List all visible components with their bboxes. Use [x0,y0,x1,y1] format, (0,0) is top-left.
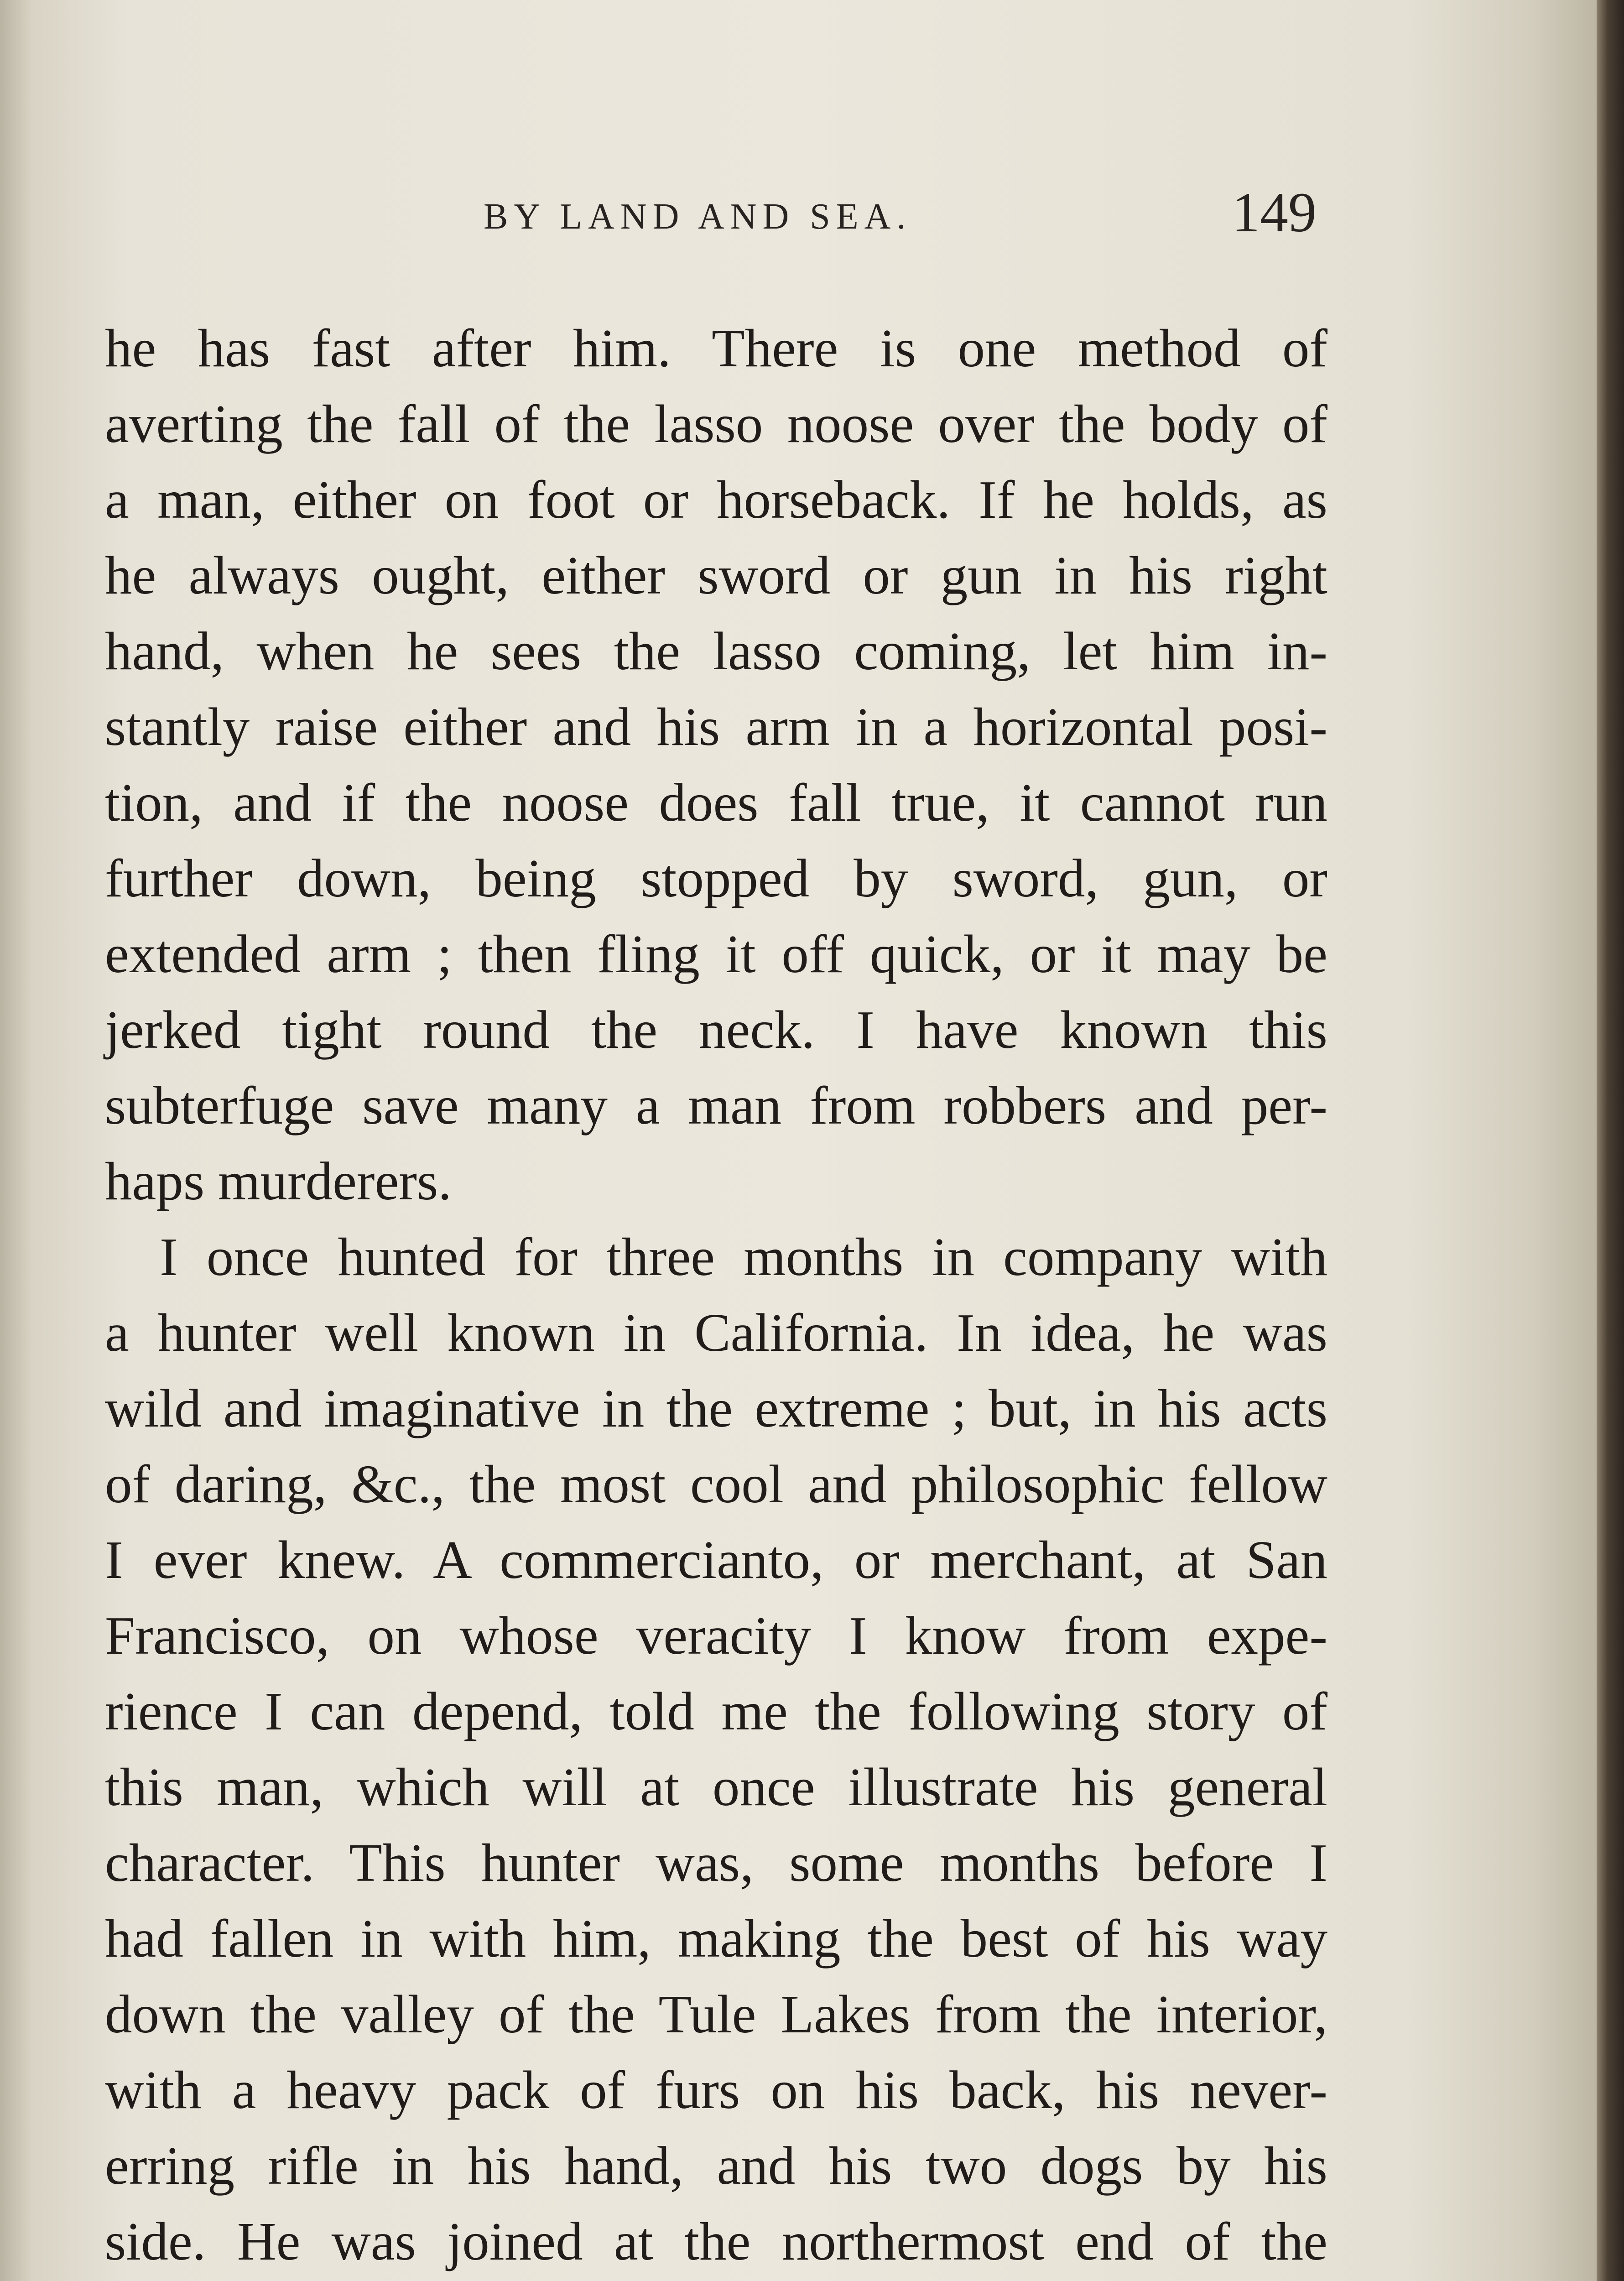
body-text [105,310,1327,2281]
text-line: tion, and if the noose does fall true, it cannot run [105,772,1327,833]
text-line: of daring, &c., the most cool and philosophic fellow [105,1454,1327,1514]
text-line: jerked tight round the neck. I have known this [105,1000,1327,1060]
text-line: further down, being stopped by sword, gun, or [105,848,1327,908]
text-line: wild and imaginative in the extreme ; but, in his acts [105,1378,1327,1438]
paragraph-first-line: I once hunted for three months in company with [160,1227,1327,1287]
text-line: a man, either on foot or horseback. If he holds, as [105,469,1327,530]
running-head: BY LAND AND SEA. [484,197,912,237]
text-line: a hunter well known in California. In idea, he was [105,1302,1327,1363]
text-line: stantly raise either and his arm in a horizontal posi- [105,697,1327,757]
text-line: he always ought, either sword or gun in his right [105,545,1327,605]
text-line: subterfuge save many a man from robbers and per- [105,1075,1327,1135]
text-line: rience I can depend, told me the following story of [105,1681,1327,1741]
text-line: hand, when he sees the lasso coming, let him in- [105,621,1327,681]
text-line: extended arm ; then fling it off quick, or it may be [105,924,1327,984]
book-spine-edge [1597,0,1624,2281]
text-line: erring rifle in his hand, and his two dogs by his [105,2135,1327,2196]
text-line: averting the fall of the lasso noose over the body of [105,394,1327,454]
text-line: he has fast after him. There is one method of [105,318,1327,378]
text-line: had fallen in with him, making the best of his way [105,1908,1327,1969]
text-line: this man, which will at once illustrate his general [105,1757,1327,1817]
text-line: I ever knew. A commercianto, or merchant, at San [105,1530,1327,1590]
text-line: character. This hunter was, some months before I [105,1833,1327,1893]
text-line [105,2279,1327,2281]
text-line: haps murderers. [105,1151,452,1211]
text-line: with a heavy pack of furs on his back, his never- [105,2060,1327,2120]
page-number: 149 [1232,181,1317,244]
text-line: Francisco, on whose veracity I know from expe- [105,1605,1327,1666]
text-line: down the valley of the Tule Lakes from the interior, [105,1984,1327,2044]
text-line: side. He was joined at the northermost end of the [105,2211,1327,2271]
